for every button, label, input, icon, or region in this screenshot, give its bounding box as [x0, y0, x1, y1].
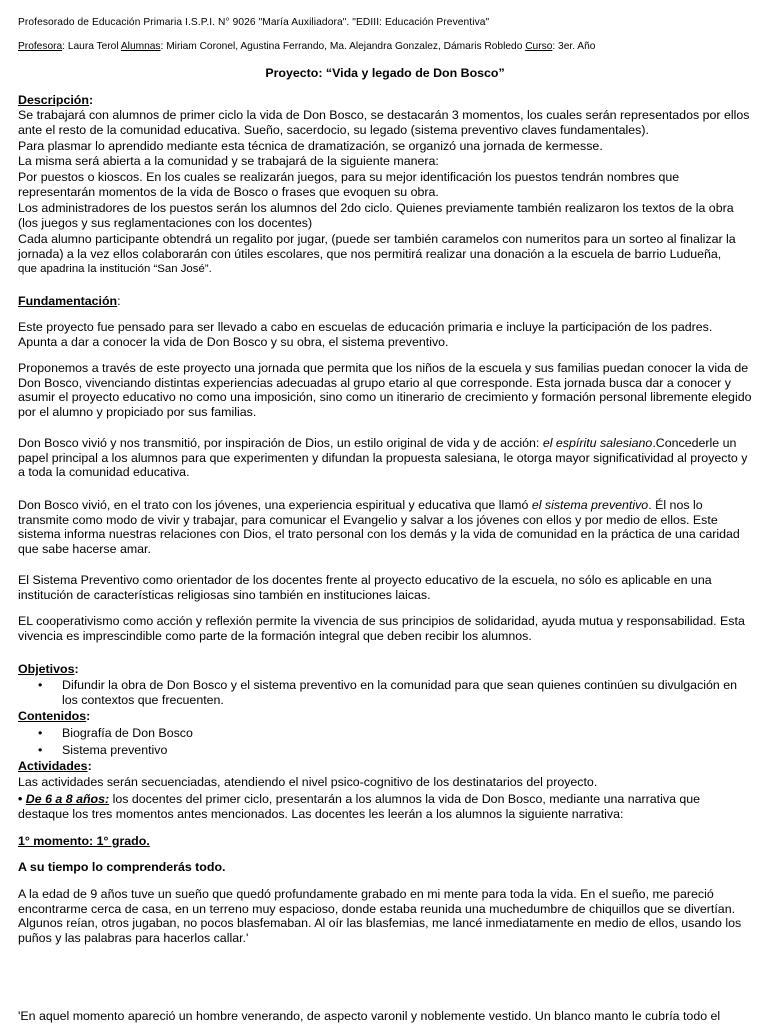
objetivos-heading: [18, 662, 752, 677]
alumnas-label: Alumnas: [120, 41, 161, 52]
momento-subtitle: [18, 860, 752, 875]
page-title: Proyecto: “Vida y legado de Don Bosco”: [265, 66, 505, 80]
espiritu-salesiano-text: el espíritu salesiano: [542, 436, 653, 450]
header-authors: [18, 40, 752, 53]
actividades-colon: :: [87, 759, 92, 773]
contenidos-list-2: [18, 743, 752, 758]
objetivos-list: [18, 678, 752, 707]
profesora-value: : Laura Terol: [62, 41, 121, 52]
contenidos-heading-text: Contenidos: [18, 709, 87, 723]
contenidos-list: [18, 726, 752, 741]
momento-subtitle-text: A su tiempo lo comprenderás todo.: [18, 860, 226, 874]
momento-p1: A la edad de 9 años tuve un sueño que quedó profundamente grabado en mi mente para toda la vida. En el sueño, me pareció encontrarme cerca de casa, en un terreno muy espacioso, donde estaba reunida una muchedumbre de chiquillos que se divertían. Algunos reían, otros jugaban, no pocos blasfemaban. Al oír las blasfemias, me lancé inmediatamente en medio de ellos, usando los puños y las palabras para hacerlos callar.': [18, 887, 742, 945]
alumnas-value: : Miriam Coronel, Agustina Ferrando, Ma. Alejandra Gonzalez, Dámaris Robledo: [160, 41, 526, 52]
descripcion-p4: Por puestos o kioscos. En los cuales se realizarán juegos, para su mejor identificación los puestos tendrán nombres que representarán momentos de la vida de Bosco o frases que evoquen su obra.: [18, 170, 680, 199]
descripcion-heading: [18, 93, 752, 108]
profesora-label: Profesora: [18, 41, 63, 52]
contenidos-item: • Biografía de Don Bosco: [18, 726, 752, 741]
descripcion-p6: Cada alumno participante obtendrá un regalito por jugar, (puede ser también caramelos con numeritos para un sorteo al finalizar la jornada) a la vez ellos colaborarán con útiles escolares, que nos permitirá realizar una donación a la escuela de barrio Ludueña,: [18, 232, 736, 261]
momento-p2: 'En aquel momento apareció un hombre venerando, de aspecto varonil y noblemente vestido. Un blanco manto le cubría todo el: [18, 1009, 721, 1023]
actividades-p1: Las actividades serán secuenciadas, atendiendo el nivel psico-cognitivo de los destinatarios del proyecto.: [18, 775, 598, 789]
fundamentacion-p4-start: Don Bosco vivió, en el trato con los jóvenes, una experiencia espiritual y educativa que llamó: [18, 498, 532, 512]
descripcion-p5: Los administradores de los puestos serán los alumnos del 2do ciclo. Quienes previamente también realizaron los textos de la obra (los juegos y sus reglamentaciones con los docentes): [18, 201, 734, 230]
contenidos-heading: [18, 709, 752, 724]
header-institution: Profesorado de Educación Primaria I.S.P.I. N° 9026 "María Auxiliadora". "EDIII: Educación Preventiva": [18, 17, 490, 28]
descripcion-p2: Para plasmar lo aprendido mediante esta técnica de dramatización, se organizó una jornada de kermesse.: [18, 139, 603, 153]
contenidos-item: • Sistema preventivo: [18, 743, 752, 758]
bullet-mark: •: [18, 792, 26, 806]
curso-label: Curso: [525, 41, 553, 52]
fundamentacion-p4-end: . Él nos lo transmite como modo de vivir y trabajar, para comunicar el Evangelio y salvar a los jóvenes con ellos y por medio de ellos. Este sistema informa nuestras relaciones con Dios, el trato personal con los demás y la vida de comunidad en la práctica de una caridad que sabe hacerse amar.: [18, 498, 740, 556]
fundamentacion-p3-start: Don Bosco vivió y nos transmitió, por inspiración de Dios, un estilo original de vida y de acción:: [18, 436, 543, 450]
fundamentacion-p3: [18, 436, 752, 480]
momento-heading-text: 1° momento: 1° grado.: [18, 834, 150, 848]
objetivos-colon: :: [74, 662, 79, 676]
actividades-heading-text: Actividades: [18, 759, 88, 773]
momento-heading: [18, 834, 752, 849]
fundamentacion-p1: Este proyecto fue pensado para ser llevado a cabo en escuelas de educación primaria e incluye la participación de los padres. Apunta a dar a conocer la vida de Don Bosco y su obra, el sistema preventivo.: [18, 320, 713, 349]
descripcion-p6-end: que apadrina la institución “San José”.: [18, 263, 212, 275]
fundamentacion-heading: [18, 294, 752, 309]
objetivos-heading-text: Objetivos: [18, 662, 75, 676]
fundamentacion-p5: El Sistema Preventivo como orientador de los docentes frente al proyecto educativo de la escuela, no sólo es aplicable en una institución de características religiosas sino también en instituciones laicas.: [18, 573, 712, 602]
actividades-heading: [18, 759, 752, 774]
descripcion-colon: :: [88, 93, 94, 107]
age-group-text: los docentes del primer ciclo, presentarán a los alumnos la vida de Don Bosco, mediante una narrativa que destaque los tres momentos antes mencionados. Las docentes les leerán a los alumnos la siguiente narrativa:: [18, 792, 701, 821]
fundamentacion-p3-end: .Concederle un papel principal a los alumnos para que experimenten y difundan la propuesta salesiana, le otorga mayor significatividad al proyecto y a toda la comunidad educativa.: [18, 436, 748, 480]
curso-value: : 3er. Año: [552, 41, 596, 52]
descripcion-p1: Se trabajará con alumnos de primer ciclo la vida de Don Bosco, se destacarán 3 momentos, los cuales serán representados por ellos ante el resto de la comunidad educativa. Sueño, sacerdocio, su legado (sistema preventivo claves fundamentales).: [18, 108, 750, 137]
sistema-preventivo-text: el sistema preventivo: [531, 498, 649, 512]
descripcion-heading-text: Descripción: [18, 93, 89, 107]
contenidos-colon: :: [86, 709, 91, 723]
fundamentacion-p2: Proponemos a través de este proyecto una jornada que permita que los niños de la escuela y sus familias puedan conocer la vida de Don Bosco, vivenciando distintas experiencias adecuadas al grupo etario al que corresponde. Esta jornada busca dar a conocer y asumir el proyecto educativo no como una imposición, sino como un itinerario de crecimiento y formación personal libremente elegido por el alumno y propiciado por sus familias.: [18, 361, 752, 419]
age-group-label: De 6 a 8 años:: [25, 792, 110, 806]
fundamentacion-p6: EL cooperativismo como acción y reflexión permite la vivencia de sus principios de solidaridad, ayuda mutua y responsabilidad. Esta vivencia es imprescindible como parte de la formación integral que deben recibir los alumnos.: [18, 614, 745, 643]
fundamentacion-colon: :: [117, 294, 121, 308]
actividades-age-group: [18, 792, 752, 821]
fundamentacion-p4: [18, 498, 752, 556]
fundamentacion-heading-text: Fundamentación: [18, 294, 118, 308]
objetivos-item: • Difundir la obra de Don Bosco y el sistema preventivo en la comunidad para que sean quienes continúen su divulgación en los contextos que frecuenten.: [18, 678, 752, 707]
descripcion-p3: La misma será abierta a la comunidad y se trabajará de la siguiente manera:: [18, 154, 439, 168]
